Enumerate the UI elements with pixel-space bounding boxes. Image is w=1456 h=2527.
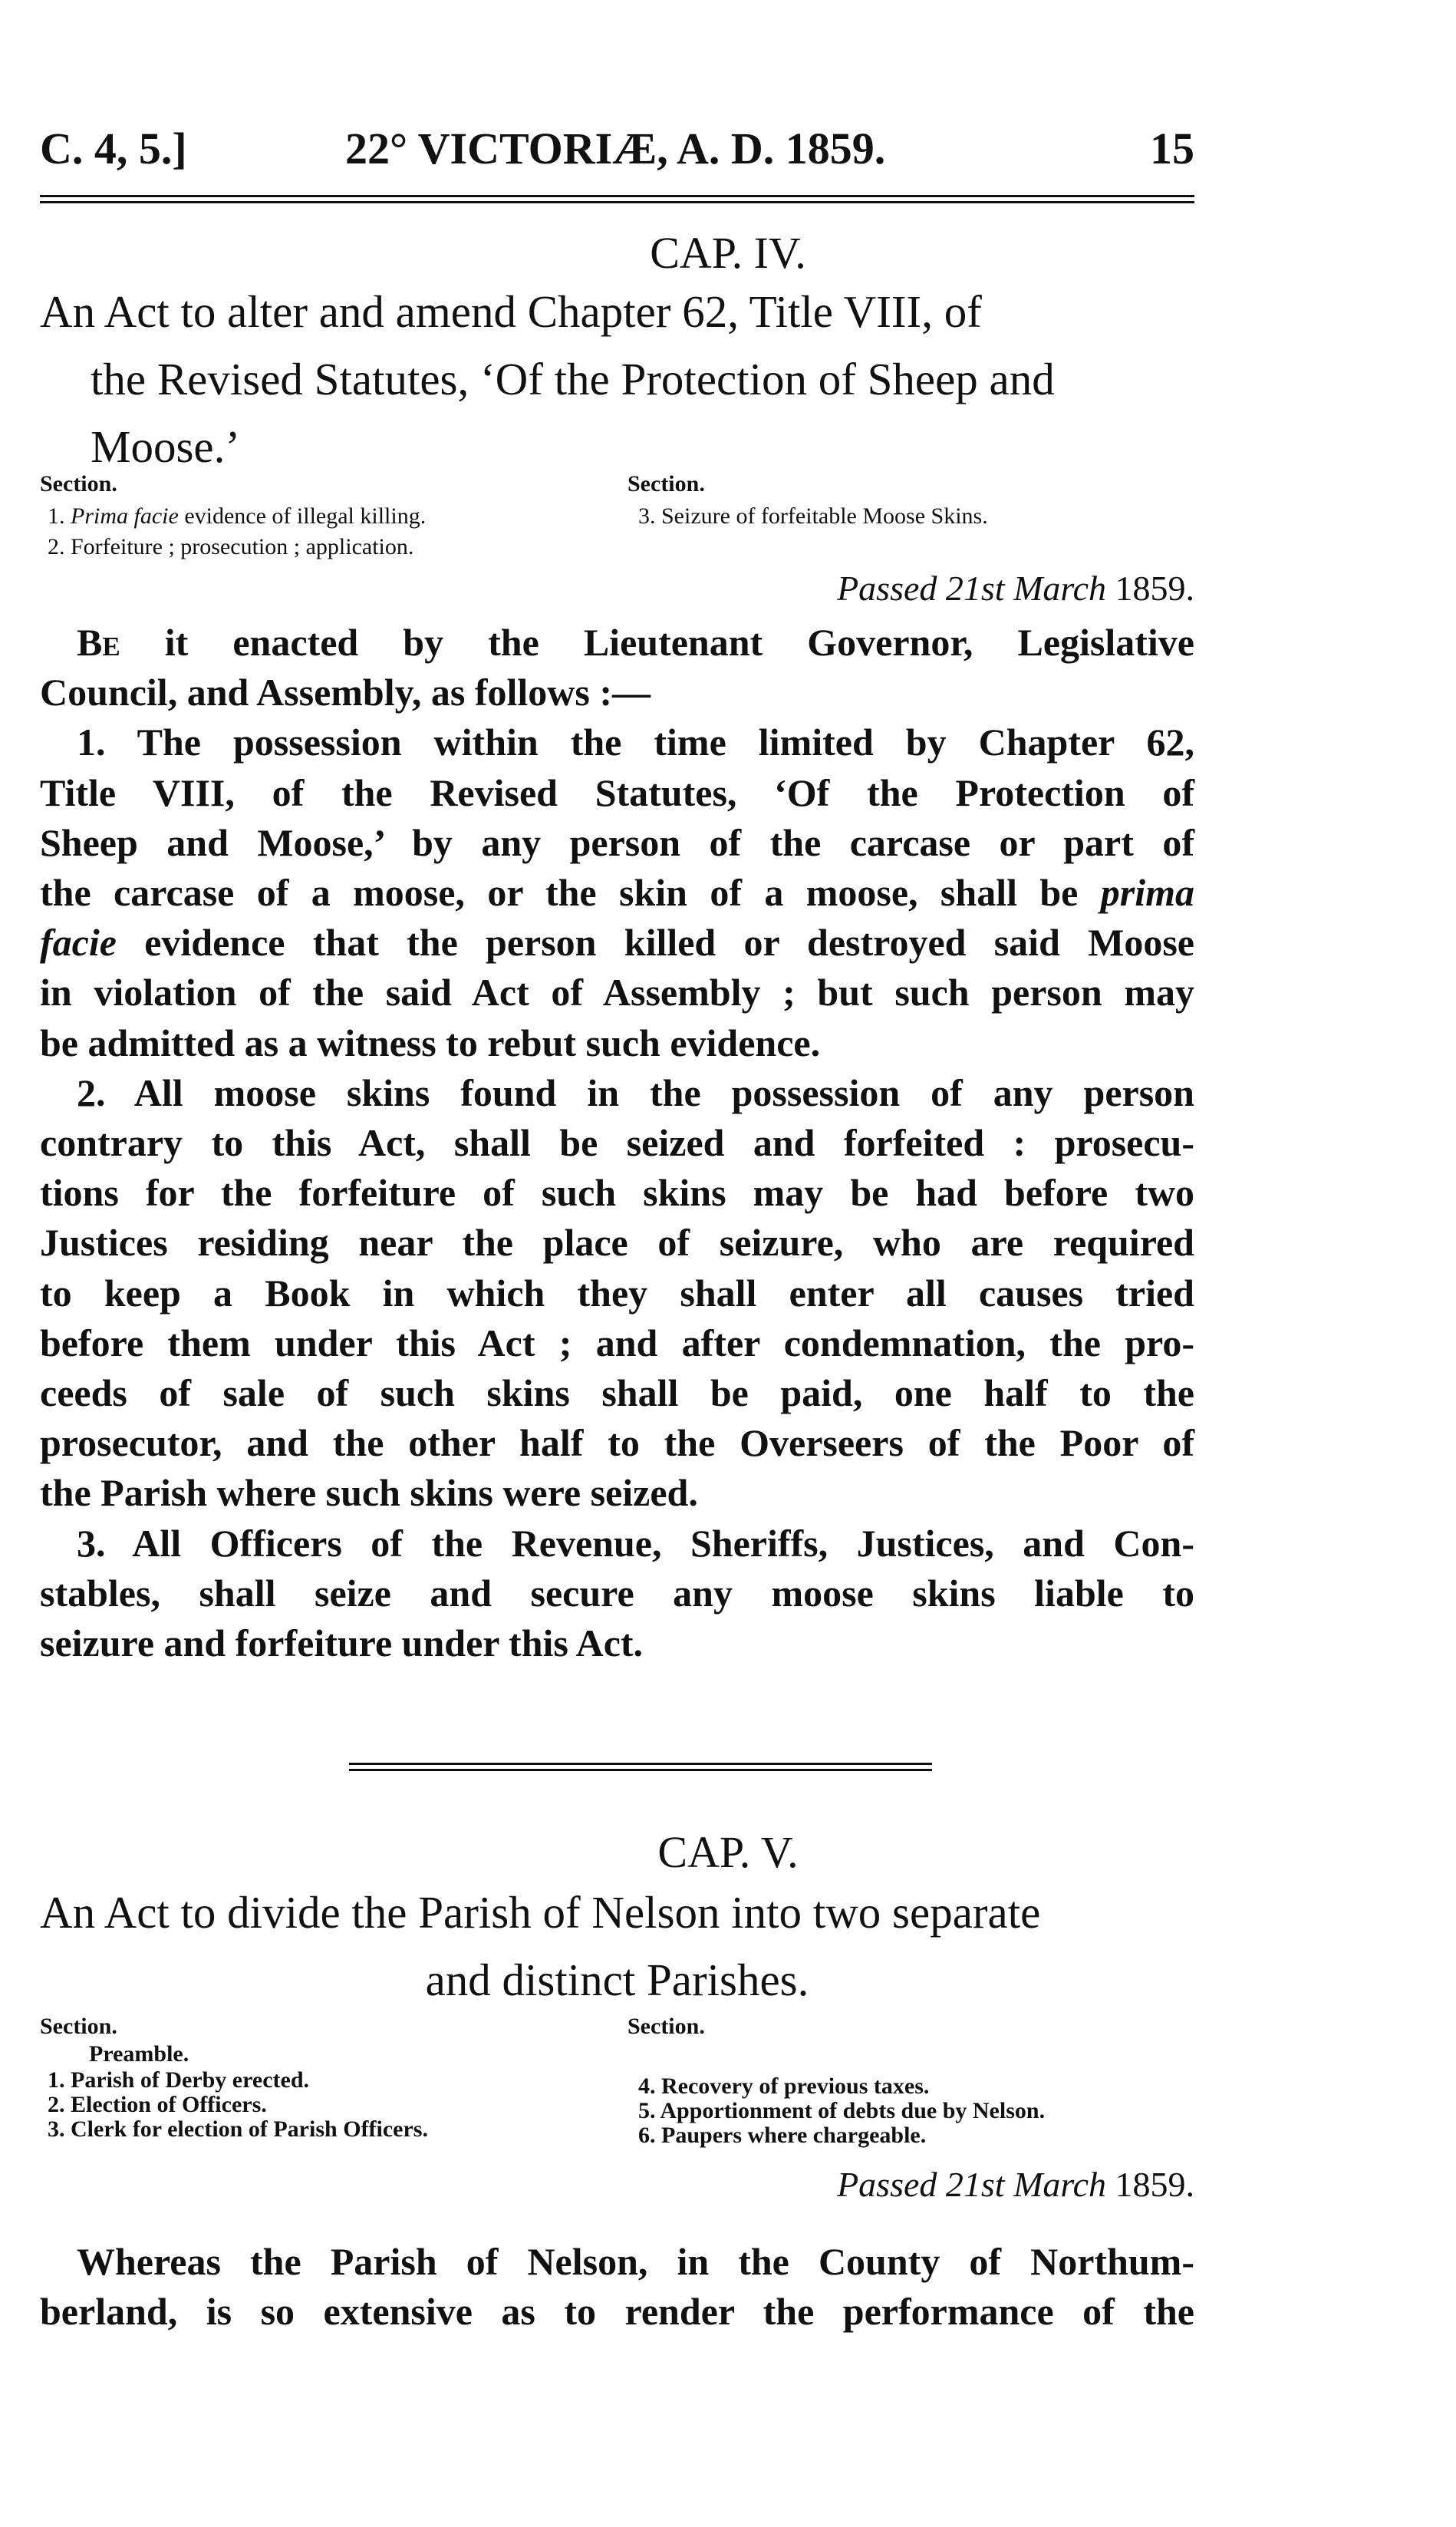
body-text-line: facie evidence that the person killed or destroyed said Moose <box>40 921 1194 965</box>
toc-entry-text: Forfeiture ; prosecution ; application. <box>64 534 414 559</box>
act-title-line: Moose.’ <box>91 421 241 472</box>
body-text-line: Council, and Assembly, as follows :— <box>40 671 651 714</box>
body-text-line: seizure and forfeiture under this Act. <box>40 1621 644 1664</box>
passed-year: 1859. <box>1115 2165 1194 2204</box>
cap-v-act-title <box>40 1879 1194 2014</box>
body-text-line: prosecutor, and the other half to the Overseers of the Poor of <box>40 1421 1194 1465</box>
body-text-line: Title VIII, of the Revised Statutes, ‘Of the Protection of <box>40 770 1194 814</box>
running-head <box>40 123 1194 184</box>
cap-iv-heading: CAP. IV. <box>650 228 806 278</box>
toc-entry-2: 2. Election of Officers. <box>48 2092 267 2117</box>
body-text-line: before them under this Act ; and after condemnation, the pro- <box>40 1321 1194 1364</box>
page-number: 15 <box>1150 124 1194 173</box>
toc-entry-number: 3. <box>638 503 656 529</box>
toc-entry-1: 1. Parish of Derby erected. <box>48 2067 310 2093</box>
toc-entry-number: 2. <box>48 534 65 559</box>
passed-text: Passed 21st March <box>837 2165 1115 2204</box>
body-text-line: the carcase of a moose, or the skin of a moose, shall be prima <box>40 871 1194 914</box>
cap-iv-passed-date <box>837 568 1194 609</box>
chapter-reference: C. 4, 5.] <box>40 124 187 173</box>
act-title-line: An Act to alter and amend Chapter 62, Title VIII, of <box>40 286 982 337</box>
act-title-line: and distinct Parishes. <box>425 1955 809 2005</box>
toc-entry-5: 5. Apportionment of debts due by Nelson. <box>638 2098 1046 2123</box>
toc-entry-6: 6. Paupers where chargeable. <box>638 2123 927 2148</box>
body-text-line: the Parish where such skins were seized. <box>40 1471 698 1515</box>
cap-iv-act-title <box>40 278 1194 480</box>
body-text-line: 2. All moose skins found in the possession of any person <box>77 1071 1194 1114</box>
passed-year: 1859. <box>1115 569 1194 608</box>
toc-entry-2 <box>48 534 413 560</box>
section-label: Section. <box>40 2014 117 2039</box>
toc-entry-1 <box>48 503 426 529</box>
body-text-line: tions for the forfeiture of such skins may be had before two <box>40 1171 1194 1215</box>
body-text-line: ceeds of sale of such skins shall be paid, one half to the <box>40 1371 1194 1414</box>
section-label: Section. <box>628 2014 705 2039</box>
body-text-line: 1. The possession within the time limited by Chapter 62, <box>77 721 1194 764</box>
act-title-line: the Revised Statutes, ‘Of the Protection of Sheep and <box>91 354 1055 404</box>
body-text-line: in violation of the said Act of Assembly ; but such person may <box>40 971 1194 1014</box>
body-text-line: Be it enacted by the Lieutenant Governor, Legislative <box>77 621 1194 664</box>
cap-v-passed-date <box>837 2164 1194 2205</box>
header-double-rule <box>40 195 1194 203</box>
body-text-line: Sheep and Moose,’ by any person of the carcase or part of <box>40 820 1194 864</box>
section-separator-rule <box>349 1763 932 1771</box>
body-text-line: Justices residing near the place of seizure, who are required <box>40 1221 1194 1265</box>
passed-text: Passed 21st March <box>837 569 1115 608</box>
body-text-line: stables, shall seize and secure any moose skins liable to <box>40 1571 1194 1615</box>
section-label: Section. <box>40 471 117 496</box>
toc-entry-italic: Prima facie <box>71 503 179 529</box>
toc-entry-number: 1. <box>48 503 65 529</box>
act-title-line: An Act to divide the Parish of Nelson into two separate <box>40 1887 1041 1938</box>
body-text-line: be admitted as a witness to rebut such evidence. <box>40 1021 821 1064</box>
toc-entry-3 <box>638 503 988 529</box>
toc-preamble: Preamble. <box>89 2041 189 2067</box>
toc-entry-3: 3. Clerk for election of Parish Officers. <box>48 2116 428 2142</box>
section-label: Section. <box>628 471 705 496</box>
toc-entry-4: 4. Recovery of previous taxes. <box>638 2073 930 2099</box>
body-text-line: 3. All Officers of the Revenue, Sheriffs, Justices, and Con- <box>77 1521 1194 1565</box>
body-text-line: berland, is so extensive as to render the performance of the <box>40 2290 1194 2334</box>
body-text-line: to keep a Book in which they shall enter all causes tried <box>40 1271 1194 1315</box>
regnal-year-heading: 22° VICTORIÆ, A. D. 1859. <box>345 124 886 173</box>
body-text-line: Whereas the Parish of Nelson, in the County of Northum- <box>77 2240 1194 2283</box>
body-text-line: contrary to this Act, shall be seized and forfeited : prosecu- <box>40 1121 1194 1164</box>
toc-entry-text: evidence of illegal killing. <box>178 503 427 529</box>
toc-entry-text: Seizure of forfeitable Moose Skins. <box>655 503 988 529</box>
cap-v-heading: CAP. V. <box>657 1827 799 1877</box>
